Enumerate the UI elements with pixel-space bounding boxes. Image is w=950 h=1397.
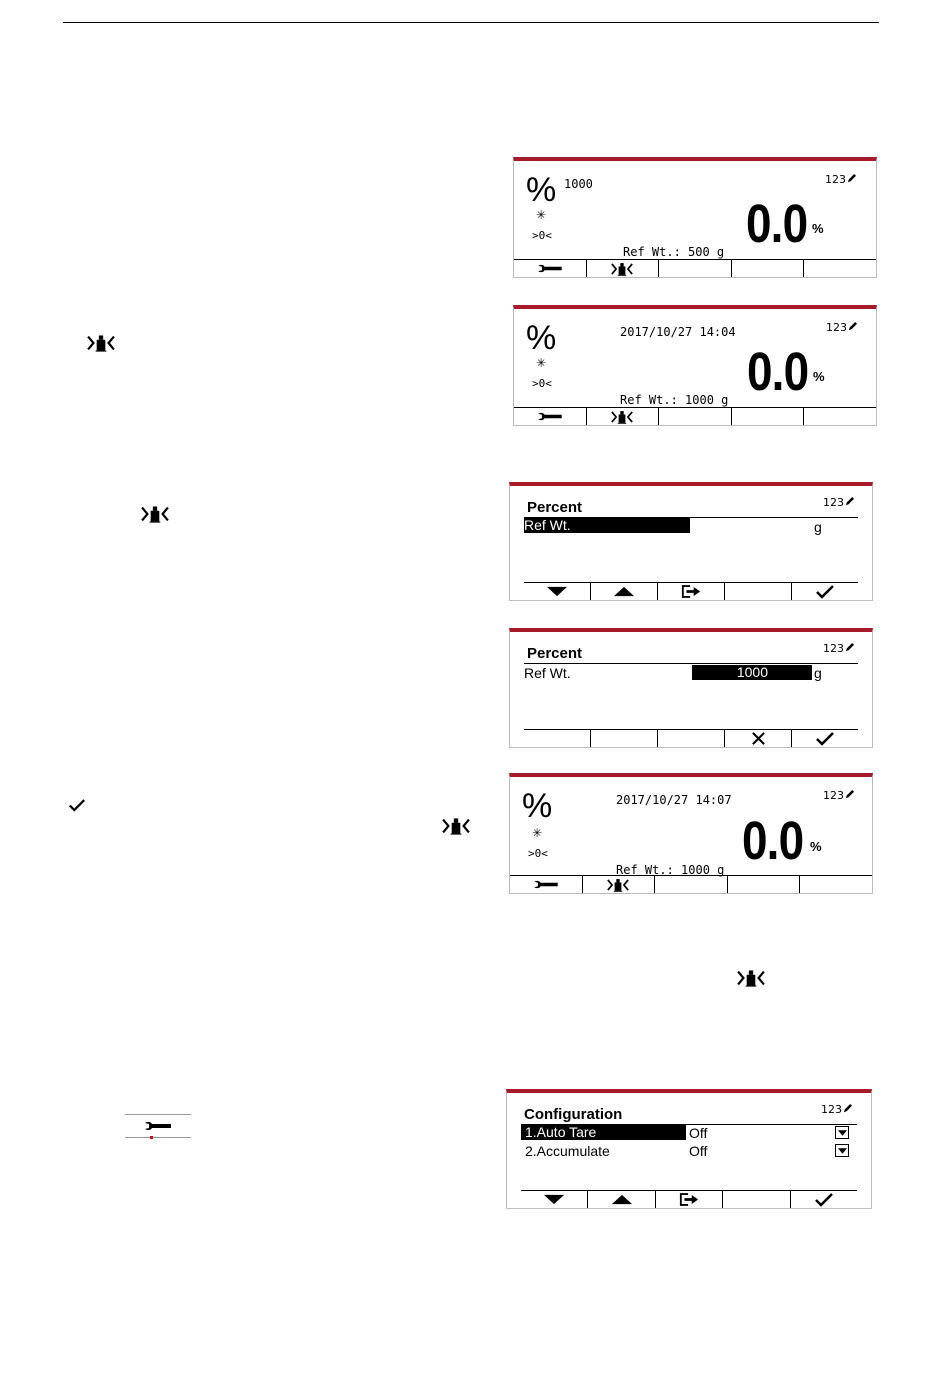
softkey-wrench[interactable] bbox=[514, 408, 586, 425]
percent-mode-icon: % bbox=[526, 319, 557, 357]
display-screen-2 bbox=[513, 305, 877, 426]
exit-icon bbox=[679, 1193, 699, 1206]
reading-unit: % bbox=[810, 839, 822, 854]
softkey-bar bbox=[514, 407, 876, 425]
cancel-icon bbox=[751, 731, 766, 746]
wrench-icon bbox=[125, 1114, 191, 1138]
softkey-sample[interactable] bbox=[586, 408, 659, 425]
sample-icon bbox=[611, 410, 633, 424]
softkey-3[interactable] bbox=[657, 730, 724, 747]
dropdown-icon[interactable] bbox=[835, 1144, 849, 1157]
indicator-123: 123 bbox=[823, 496, 854, 509]
menu-screen-percent bbox=[509, 482, 873, 601]
menu-title: Percent bbox=[527, 645, 583, 662]
pencil-icon bbox=[845, 497, 854, 506]
ref-weight-line: Ref Wt.: 1000 g bbox=[616, 863, 725, 877]
display-screen-1 bbox=[513, 157, 877, 278]
chevron-down-icon bbox=[838, 1148, 847, 1154]
display-screen-3 bbox=[509, 773, 873, 894]
down-arrow-icon bbox=[543, 1194, 565, 1205]
ref-value-text: 1000 bbox=[564, 177, 593, 191]
softkey-3[interactable] bbox=[658, 260, 731, 277]
exit-icon bbox=[681, 585, 701, 598]
percent-mode-icon: % bbox=[522, 787, 553, 825]
chevron-down-icon bbox=[838, 1130, 847, 1136]
header-rule bbox=[63, 22, 879, 23]
percent-mode-icon: % bbox=[526, 171, 557, 209]
softkey-5[interactable] bbox=[803, 408, 876, 425]
softkey-4[interactable] bbox=[724, 583, 791, 600]
weight-reading: 0.0 bbox=[747, 342, 809, 402]
softkey-bar bbox=[524, 582, 858, 600]
softkey-up[interactable] bbox=[587, 1191, 654, 1208]
zero-icon: >0< bbox=[528, 847, 548, 860]
up-arrow-icon bbox=[613, 586, 635, 597]
softkey-bar bbox=[524, 729, 858, 747]
config-item-accumulate[interactable]: 2.Accumulate bbox=[525, 1143, 610, 1159]
zero-icon: >0< bbox=[532, 377, 552, 390]
softkey-down[interactable] bbox=[521, 1191, 587, 1208]
stable-icon: ✳ bbox=[532, 826, 543, 840]
ref-wt-unit: g bbox=[814, 519, 822, 535]
softkey-2[interactable] bbox=[590, 730, 657, 747]
indicator-123: 123 bbox=[826, 321, 857, 334]
check-icon bbox=[67, 797, 87, 813]
menu-screen-percent-edit bbox=[509, 628, 873, 748]
title-divider bbox=[524, 663, 858, 664]
softkey-accept[interactable] bbox=[791, 730, 858, 747]
config-item-auto-tare[interactable] bbox=[521, 1125, 686, 1140]
indicator-123: 123 bbox=[823, 789, 854, 802]
ref-wt-label: Ref Wt. bbox=[524, 665, 571, 681]
ref-wt-label: Ref Wt. bbox=[524, 517, 571, 533]
indicator-123: 123 bbox=[821, 1103, 852, 1116]
weight-reading: 0.0 bbox=[742, 811, 804, 871]
indicator-123: 123 bbox=[823, 642, 854, 655]
wrench-icon bbox=[536, 264, 564, 273]
pencil-icon bbox=[845, 790, 854, 799]
sample-icon bbox=[611, 262, 633, 276]
softkey-3[interactable] bbox=[654, 876, 727, 893]
menu-screen-configuration bbox=[506, 1089, 872, 1209]
dropdown-icon[interactable] bbox=[835, 1126, 849, 1139]
sample-icon bbox=[607, 878, 629, 892]
pencil-icon bbox=[843, 1104, 852, 1113]
reading-unit: % bbox=[812, 221, 824, 236]
datetime-text: 2017/10/27 14:04 bbox=[620, 325, 736, 339]
sample-icon bbox=[140, 504, 170, 524]
stable-icon: ✳ bbox=[536, 356, 547, 370]
sample-icon bbox=[736, 968, 766, 988]
softkey-1[interactable] bbox=[524, 730, 590, 747]
config-item-label: 1.Auto Tare bbox=[525, 1124, 597, 1140]
menu-title: Percent bbox=[527, 499, 583, 516]
softkey-exit[interactable] bbox=[655, 1191, 722, 1208]
softkey-wrench[interactable] bbox=[514, 260, 586, 277]
ref-wt-unit: g bbox=[814, 665, 822, 681]
down-arrow-icon bbox=[546, 586, 568, 597]
indicator-123: 123 bbox=[825, 173, 856, 186]
ref-weight-line: Ref Wt.: 500 g bbox=[623, 245, 725, 259]
softkey-4[interactable] bbox=[722, 1191, 789, 1208]
softkey-3[interactable] bbox=[658, 408, 731, 425]
check-icon bbox=[815, 585, 835, 599]
reading-unit: % bbox=[813, 369, 825, 384]
up-arrow-icon bbox=[611, 1194, 633, 1205]
weight-reading: 0.0 bbox=[746, 194, 808, 254]
softkey-bar bbox=[514, 259, 876, 277]
softkey-sample[interactable] bbox=[582, 876, 655, 893]
softkey-bar bbox=[510, 875, 872, 893]
sample-icon bbox=[441, 816, 471, 836]
ref-wt-input[interactable] bbox=[692, 665, 812, 680]
softkey-up[interactable] bbox=[590, 583, 657, 600]
sample-icon bbox=[86, 333, 116, 353]
zero-icon: >0< bbox=[532, 229, 552, 242]
config-item-value: Off bbox=[689, 1143, 708, 1159]
softkey-sample[interactable] bbox=[586, 260, 659, 277]
softkey-accept[interactable] bbox=[791, 583, 858, 600]
config-item-value: Off bbox=[689, 1125, 708, 1141]
softkey-5[interactable] bbox=[803, 260, 876, 277]
softkey-down[interactable] bbox=[524, 583, 590, 600]
pencil-icon bbox=[847, 174, 856, 183]
check-icon bbox=[814, 1193, 834, 1207]
softkey-cancel[interactable] bbox=[724, 730, 791, 747]
menu-title: Configuration bbox=[524, 1106, 623, 1123]
check-icon bbox=[815, 732, 835, 746]
ref-wt-value: 1000 bbox=[736, 664, 768, 680]
datetime-text: 2017/10/27 14:07 bbox=[616, 793, 732, 807]
pencil-icon bbox=[848, 322, 857, 331]
softkey-bar bbox=[521, 1190, 857, 1208]
softkey-wrench[interactable] bbox=[510, 876, 582, 893]
stable-icon: ✳ bbox=[536, 208, 547, 222]
ref-wt-row-selected[interactable] bbox=[524, 518, 690, 533]
softkey-accept[interactable] bbox=[790, 1191, 857, 1208]
red-dot-marker bbox=[150, 1136, 153, 1139]
softkey-exit[interactable] bbox=[657, 583, 724, 600]
softkey-4[interactable] bbox=[731, 408, 804, 425]
softkey-4[interactable] bbox=[731, 260, 804, 277]
wrench-icon bbox=[536, 412, 564, 421]
ref-weight-line: Ref Wt.: 1000 g bbox=[620, 393, 729, 407]
pencil-icon bbox=[845, 643, 854, 652]
wrench-icon bbox=[532, 880, 560, 889]
softkey-4[interactable] bbox=[727, 876, 800, 893]
softkey-5[interactable] bbox=[799, 876, 872, 893]
